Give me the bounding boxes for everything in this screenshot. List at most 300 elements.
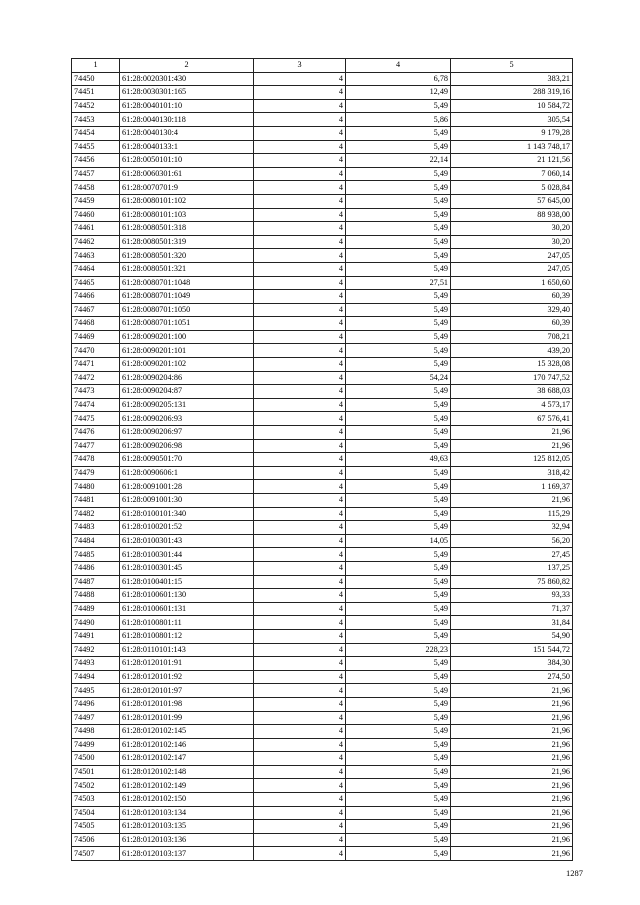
amount-cell: 384,30	[451, 657, 573, 671]
category-cell: 4	[254, 561, 346, 575]
row-number-cell: 74488	[72, 589, 120, 603]
rate-cell: 5,49	[346, 344, 451, 358]
amount-cell: 21,96	[451, 833, 573, 847]
category-cell: 4	[254, 194, 346, 208]
row-number-cell: 74453	[72, 113, 120, 127]
amount-cell: 21,96	[451, 711, 573, 725]
category-cell: 4	[254, 697, 346, 711]
rate-cell: 27,51	[346, 276, 451, 290]
amount-cell: 21,96	[451, 494, 573, 508]
category-cell: 4	[254, 317, 346, 331]
category-cell: 4	[254, 521, 346, 535]
rate-cell: 22,14	[346, 154, 451, 168]
cadastral-number-cell: 61:28:0120103:134	[120, 806, 254, 820]
amount-cell: 170 747,52	[451, 371, 573, 385]
row-number-cell: 74461	[72, 222, 120, 236]
table-row	[72, 412, 573, 426]
cadastral-number-cell: 61:28:0091001:28	[120, 480, 254, 494]
amount-cell: 247,05	[451, 249, 573, 263]
rate-cell: 5,49	[346, 358, 451, 372]
row-number-cell: 74464	[72, 262, 120, 276]
row-number-cell: 74458	[72, 181, 120, 195]
row-number-cell: 74477	[72, 439, 120, 453]
row-number-cell: 74468	[72, 317, 120, 331]
table-row	[72, 290, 573, 304]
table-row	[72, 113, 573, 127]
row-number-cell: 74459	[72, 194, 120, 208]
table-row	[72, 222, 573, 236]
table-row	[72, 711, 573, 725]
category-cell: 4	[254, 752, 346, 766]
category-cell: 4	[254, 738, 346, 752]
amount-cell: 21,96	[451, 793, 573, 807]
table-row	[72, 657, 573, 671]
rate-cell: 5,49	[346, 126, 451, 140]
cadastral-number-cell: 61:28:0080701:1049	[120, 290, 254, 304]
table-row	[72, 99, 573, 113]
cadastral-number-cell: 61:28:0100801:12	[120, 629, 254, 643]
rate-cell: 54,24	[346, 371, 451, 385]
category-cell: 4	[254, 167, 346, 181]
amount-cell: 115,29	[451, 507, 573, 521]
amount-cell: 21,96	[451, 820, 573, 834]
rate-cell: 5,49	[346, 711, 451, 725]
category-cell: 4	[254, 371, 346, 385]
table-row	[72, 453, 573, 467]
cadastral-number-cell: 61:28:0120102:145	[120, 725, 254, 739]
column-header-4: 4	[346, 59, 451, 73]
row-number-cell: 74470	[72, 344, 120, 358]
row-number-cell: 74466	[72, 290, 120, 304]
table-row	[72, 779, 573, 793]
cadastral-number-cell: 61:28:0080701:1050	[120, 303, 254, 317]
cadastral-number-cell: 61:28:0090201:100	[120, 330, 254, 344]
table-row	[72, 235, 573, 249]
table-row	[72, 317, 573, 331]
row-number-cell: 74462	[72, 235, 120, 249]
table-header	[72, 59, 573, 73]
row-number-cell: 74475	[72, 412, 120, 426]
amount-cell: 9 179,28	[451, 126, 573, 140]
cadastral-number-cell: 61:28:0040130:4	[120, 126, 254, 140]
table-row	[72, 534, 573, 548]
cadastral-number-cell: 61:28:0080701:1051	[120, 317, 254, 331]
amount-cell: 21,96	[451, 738, 573, 752]
cadastral-number-cell: 61:28:0100301:43	[120, 534, 254, 548]
rate-cell: 14,05	[346, 534, 451, 548]
table-row	[72, 725, 573, 739]
rate-cell: 5,49	[346, 290, 451, 304]
table-row	[72, 738, 573, 752]
table-row	[72, 548, 573, 562]
amount-cell: 288 319,16	[451, 86, 573, 100]
category-cell: 4	[254, 534, 346, 548]
row-number-cell: 74451	[72, 86, 120, 100]
rate-cell: 5,49	[346, 684, 451, 698]
amount-cell: 93,33	[451, 589, 573, 603]
category-cell: 4	[254, 657, 346, 671]
page-number: 1287	[566, 868, 583, 878]
table-row	[72, 208, 573, 222]
amount-cell: 439,20	[451, 344, 573, 358]
row-number-cell: 74471	[72, 358, 120, 372]
category-cell: 4	[254, 412, 346, 426]
table-row	[72, 398, 573, 412]
row-number-cell: 74489	[72, 602, 120, 616]
amount-cell: 30,20	[451, 222, 573, 236]
amount-cell: 21,96	[451, 426, 573, 440]
category-cell: 4	[254, 276, 346, 290]
cadastral-number-cell: 61:28:0090206:93	[120, 412, 254, 426]
rate-cell: 5,49	[346, 317, 451, 331]
category-cell: 4	[254, 507, 346, 521]
table-row	[72, 72, 573, 86]
table-row	[72, 276, 573, 290]
row-number-cell: 74497	[72, 711, 120, 725]
table-row	[72, 697, 573, 711]
category-cell: 4	[254, 249, 346, 263]
rate-cell: 5,49	[346, 589, 451, 603]
column-header-5: 5	[451, 59, 573, 73]
row-number-cell: 74454	[72, 126, 120, 140]
cadastral-number-cell: 61:28:0120103:136	[120, 833, 254, 847]
amount-cell: 21,96	[451, 847, 573, 861]
cadastral-number-cell: 61:28:0120102:150	[120, 793, 254, 807]
cadastral-number-cell: 61:28:0100601:131	[120, 602, 254, 616]
category-cell: 4	[254, 126, 346, 140]
header-row	[72, 59, 573, 73]
amount-cell: 318,42	[451, 466, 573, 480]
rate-cell: 5,49	[346, 385, 451, 399]
row-number-cell: 74498	[72, 725, 120, 739]
rate-cell: 5,49	[346, 426, 451, 440]
rate-cell: 5,49	[346, 629, 451, 643]
rate-cell: 5,49	[346, 697, 451, 711]
rate-cell: 5,49	[346, 847, 451, 861]
amount-cell: 1 143 748,17	[451, 140, 573, 154]
rate-cell: 5,49	[346, 548, 451, 562]
rate-cell: 5,49	[346, 765, 451, 779]
category-cell: 4	[254, 385, 346, 399]
amount-cell: 247,05	[451, 262, 573, 276]
amount-cell: 32,94	[451, 521, 573, 535]
amount-cell: 56,20	[451, 534, 573, 548]
rate-cell: 5,49	[346, 303, 451, 317]
amount-cell: 21 121,56	[451, 154, 573, 168]
table-row	[72, 344, 573, 358]
row-number-cell: 74487	[72, 575, 120, 589]
category-cell: 4	[254, 670, 346, 684]
cadastral-number-cell: 61:28:0030301:165	[120, 86, 254, 100]
cadastral-number-cell: 61:28:0090206:98	[120, 439, 254, 453]
row-number-cell: 74494	[72, 670, 120, 684]
row-number-cell: 74499	[72, 738, 120, 752]
amount-cell: 21,96	[451, 779, 573, 793]
rate-cell: 5,49	[346, 249, 451, 263]
category-cell: 4	[254, 154, 346, 168]
column-header-3: 3	[254, 59, 346, 73]
row-number-cell: 74478	[72, 453, 120, 467]
rate-cell: 5,49	[346, 494, 451, 508]
cadastral-number-cell: 61:28:0120102:147	[120, 752, 254, 766]
amount-cell: 21,96	[451, 765, 573, 779]
rate-cell: 5,49	[346, 480, 451, 494]
column-header-1: 1	[72, 59, 120, 73]
table-row	[72, 494, 573, 508]
category-cell: 4	[254, 765, 346, 779]
cadastral-number-cell: 61:28:0110101:143	[120, 643, 254, 657]
amount-cell: 21,96	[451, 684, 573, 698]
amount-cell: 27,45	[451, 548, 573, 562]
row-number-cell: 74503	[72, 793, 120, 807]
cadastral-number-cell: 61:28:0100101:340	[120, 507, 254, 521]
category-cell: 4	[254, 616, 346, 630]
cadastral-number-cell: 61:28:0100401:15	[120, 575, 254, 589]
category-cell: 4	[254, 113, 346, 127]
rate-cell: 5,49	[346, 99, 451, 113]
rate-cell: 5,49	[346, 439, 451, 453]
row-number-cell: 74479	[72, 466, 120, 480]
row-number-cell: 74474	[72, 398, 120, 412]
row-number-cell: 74472	[72, 371, 120, 385]
row-number-cell: 74505	[72, 820, 120, 834]
category-cell: 4	[254, 330, 346, 344]
rate-cell: 5,49	[346, 561, 451, 575]
category-cell: 4	[254, 548, 346, 562]
category-cell: 4	[254, 589, 346, 603]
amount-cell: 1 650,60	[451, 276, 573, 290]
amount-cell: 1 169,37	[451, 480, 573, 494]
category-cell: 4	[254, 222, 346, 236]
table-row	[72, 847, 573, 861]
row-number-cell: 74481	[72, 494, 120, 508]
row-number-cell: 74457	[72, 167, 120, 181]
table-row	[72, 330, 573, 344]
row-number-cell: 74486	[72, 561, 120, 575]
rate-cell: 5,49	[346, 833, 451, 847]
amount-cell: 151 544,72	[451, 643, 573, 657]
rate-cell: 5,49	[346, 466, 451, 480]
row-number-cell: 74506	[72, 833, 120, 847]
category-cell: 4	[254, 847, 346, 861]
category-cell: 4	[254, 86, 346, 100]
cadastral-number-cell: 61:28:0120101:99	[120, 711, 254, 725]
cadastral-number-cell: 61:28:0120101:91	[120, 657, 254, 671]
row-number-cell: 74502	[72, 779, 120, 793]
row-number-cell: 74491	[72, 629, 120, 643]
rate-cell: 5,49	[346, 181, 451, 195]
amount-cell: 60,39	[451, 317, 573, 331]
rate-cell: 49,63	[346, 453, 451, 467]
table-row	[72, 385, 573, 399]
category-cell: 4	[254, 629, 346, 643]
cadastral-number-cell: 61:28:0050101:10	[120, 154, 254, 168]
cadastral-number-cell: 61:28:0040133:1	[120, 140, 254, 154]
table-row	[72, 616, 573, 630]
rate-cell: 5,49	[346, 820, 451, 834]
cadastral-number-cell: 61:28:0080501:320	[120, 249, 254, 263]
row-number-cell: 74493	[72, 657, 120, 671]
table-row	[72, 371, 573, 385]
column-header-2: 2	[120, 59, 254, 73]
row-number-cell: 74473	[72, 385, 120, 399]
table-row	[72, 521, 573, 535]
row-number-cell: 74465	[72, 276, 120, 290]
amount-cell: 67 576,41	[451, 412, 573, 426]
category-cell: 4	[254, 344, 346, 358]
amount-cell: 21,96	[451, 697, 573, 711]
cadastral-number-cell: 61:28:0090204:86	[120, 371, 254, 385]
row-number-cell: 74452	[72, 99, 120, 113]
table-row	[72, 466, 573, 480]
category-cell: 4	[254, 453, 346, 467]
row-number-cell: 74495	[72, 684, 120, 698]
cadastral-number-cell: 61:28:0100601:130	[120, 589, 254, 603]
row-number-cell: 74467	[72, 303, 120, 317]
cadastral-number-cell: 61:28:0080501:318	[120, 222, 254, 236]
cadastral-number-cell: 61:28:0090606:1	[120, 466, 254, 480]
category-cell: 4	[254, 140, 346, 154]
cadastral-number-cell: 61:28:0100301:45	[120, 561, 254, 575]
rate-cell: 5,49	[346, 507, 451, 521]
cadastral-number-cell: 61:28:0060301:61	[120, 167, 254, 181]
amount-cell: 88 938,00	[451, 208, 573, 222]
table-row	[72, 249, 573, 263]
rate-cell: 5,49	[346, 235, 451, 249]
rate-cell: 5,49	[346, 738, 451, 752]
row-number-cell: 74482	[72, 507, 120, 521]
row-number-cell: 74492	[72, 643, 120, 657]
cadastral-number-cell: 61:28:0120103:137	[120, 847, 254, 861]
category-cell: 4	[254, 466, 346, 480]
table-row	[72, 752, 573, 766]
cadastral-number-cell: 61:28:0100801:11	[120, 616, 254, 630]
rate-cell: 5,86	[346, 113, 451, 127]
cadastral-number-cell: 61:28:0120103:135	[120, 820, 254, 834]
table-row	[72, 670, 573, 684]
cadastral-number-cell: 61:28:0100301:44	[120, 548, 254, 562]
amount-cell: 21,96	[451, 725, 573, 739]
rate-cell: 5,49	[346, 725, 451, 739]
cadastral-number-cell: 61:28:0120102:148	[120, 765, 254, 779]
cadastral-number-cell: 61:28:0070701:9	[120, 181, 254, 195]
cadastral-number-cell: 61:28:0090206:97	[120, 426, 254, 440]
cadastral-number-cell: 61:28:0090201:101	[120, 344, 254, 358]
rate-cell: 5,49	[346, 779, 451, 793]
rate-cell: 5,49	[346, 575, 451, 589]
amount-cell: 708,21	[451, 330, 573, 344]
row-number-cell: 74455	[72, 140, 120, 154]
category-cell: 4	[254, 262, 346, 276]
cadastral-number-cell: 61:28:0120102:146	[120, 738, 254, 752]
amount-cell: 21,96	[451, 806, 573, 820]
amount-cell: 21,96	[451, 752, 573, 766]
row-number-cell: 74456	[72, 154, 120, 168]
cadastral-number-cell: 61:28:0090501:70	[120, 453, 254, 467]
rate-cell: 5,49	[346, 194, 451, 208]
rate-cell: 228,23	[346, 643, 451, 657]
category-cell: 4	[254, 235, 346, 249]
category-cell: 4	[254, 398, 346, 412]
amount-cell: 31,84	[451, 616, 573, 630]
table-row	[72, 643, 573, 657]
row-number-cell: 74501	[72, 765, 120, 779]
category-cell: 4	[254, 72, 346, 86]
cadastral-number-cell: 61:28:0090205:131	[120, 398, 254, 412]
cadastral-number-cell: 61:28:0090204:87	[120, 385, 254, 399]
rate-cell: 5,49	[346, 140, 451, 154]
amount-cell: 75 860,82	[451, 575, 573, 589]
rate-cell: 5,49	[346, 806, 451, 820]
cadastral-number-cell: 61:28:0091001:30	[120, 494, 254, 508]
rate-cell: 5,49	[346, 167, 451, 181]
row-number-cell: 74450	[72, 72, 120, 86]
row-number-cell: 74504	[72, 806, 120, 820]
category-cell: 4	[254, 358, 346, 372]
cadastral-number-cell: 61:28:0020301:430	[120, 72, 254, 86]
cadastral-number-cell: 61:28:0120101:97	[120, 684, 254, 698]
category-cell: 4	[254, 303, 346, 317]
amount-cell: 274,50	[451, 670, 573, 684]
table-row	[72, 86, 573, 100]
cadastral-number-cell: 61:28:0040130:118	[120, 113, 254, 127]
table-row	[72, 126, 573, 140]
amount-cell: 21,96	[451, 439, 573, 453]
category-cell: 4	[254, 494, 346, 508]
amount-cell: 15 328,08	[451, 358, 573, 372]
rate-cell: 12,49	[346, 86, 451, 100]
rate-cell: 5,49	[346, 670, 451, 684]
category-cell: 4	[254, 480, 346, 494]
amount-cell: 383,21	[451, 72, 573, 86]
category-cell: 4	[254, 684, 346, 698]
table-row	[72, 507, 573, 521]
table-row	[72, 167, 573, 181]
table-row	[72, 575, 573, 589]
rate-cell: 5,49	[346, 793, 451, 807]
table-row	[72, 262, 573, 276]
table-row	[72, 140, 573, 154]
row-number-cell: 74485	[72, 548, 120, 562]
table-row	[72, 793, 573, 807]
category-cell: 4	[254, 181, 346, 195]
rate-cell: 5,49	[346, 412, 451, 426]
cadastral-number-cell: 61:28:0100201:52	[120, 521, 254, 535]
cadastral-number-cell: 61:28:0120101:98	[120, 697, 254, 711]
table-row	[72, 561, 573, 575]
row-number-cell: 74476	[72, 426, 120, 440]
table-row	[72, 480, 573, 494]
category-cell: 4	[254, 806, 346, 820]
rate-cell: 5,49	[346, 521, 451, 535]
cadastral-number-cell: 61:28:0080701:1048	[120, 276, 254, 290]
category-cell: 4	[254, 833, 346, 847]
category-cell: 4	[254, 99, 346, 113]
table-body	[72, 72, 573, 860]
category-cell: 4	[254, 725, 346, 739]
amount-cell: 54,90	[451, 629, 573, 643]
rate-cell: 5,49	[346, 330, 451, 344]
table-row	[72, 358, 573, 372]
amount-cell: 137,25	[451, 561, 573, 575]
category-cell: 4	[254, 820, 346, 834]
row-number-cell: 74500	[72, 752, 120, 766]
rate-cell: 5,49	[346, 752, 451, 766]
category-cell: 4	[254, 793, 346, 807]
table-row	[72, 629, 573, 643]
category-cell: 4	[254, 208, 346, 222]
rate-cell: 5,49	[346, 616, 451, 630]
